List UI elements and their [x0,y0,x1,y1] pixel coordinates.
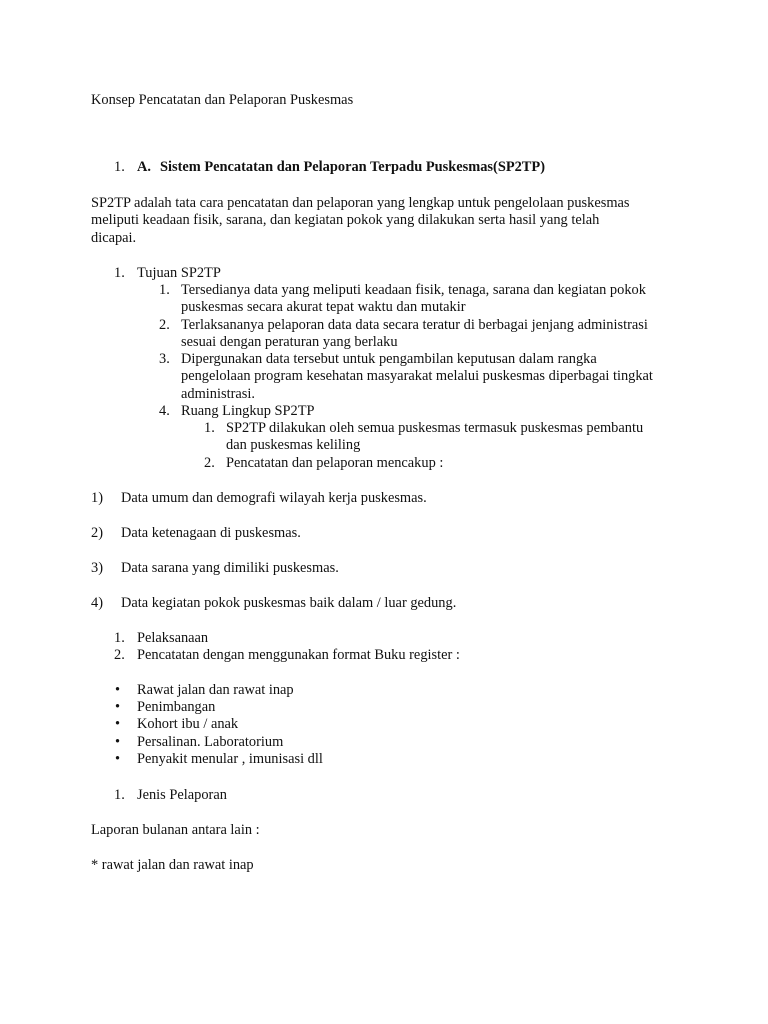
bullet-icon: • [115,751,121,767]
intro-line: dicapai. [91,230,137,246]
cakupan-text: Data ketenagaan di puskesmas. [121,525,301,541]
register-item: Kohort ibu / anak [137,716,239,732]
pelaksanaan-number: 2. [114,647,125,663]
tujuan-item-line: pengelolaan program kesehatan masyarakat melalui puskesmas diperbagai tingkat [181,368,653,384]
cakupan-number: 3) [91,560,103,576]
tujuan-item-line: puskesmas secara akurat tepat waktu dan mutakir [181,299,466,315]
cakupan-text: Data umum dan demografi wilayah kerja puskesmas. [121,490,427,506]
pelaksanaan-text: Pencatatan dengan menggunakan format Buku register : [137,647,460,663]
tujuan-item-line: administrasi. [181,386,255,402]
bullet-icon: • [115,682,121,698]
tujuan-item-line: Terlaksananya pelaporan data data secara teratur di berbagai jenjang administrasi [181,317,648,333]
cakupan-number: 1) [91,490,103,506]
bullet-icon: • [115,716,121,732]
bullet-icon: • [115,734,121,750]
pelaksanaan-text: Pelaksanaan [137,630,209,646]
tujuan-item-number: 4. [159,403,170,419]
ruang-item-number: 2. [204,455,215,471]
register-item: Rawat jalan dan rawat inap [137,682,294,698]
section-a-heading: Sistem Pencatatan dan Pelaporan Terpadu Puskesmas(SP2TP) [160,159,545,175]
jenis-number: 1. [114,787,125,803]
ruang-item-line: dan puskesmas keliling [226,437,361,453]
tujuan-item-number: 2. [159,317,170,333]
tujuan-number: 1. [114,265,125,281]
register-item: Penimbangan [137,699,216,715]
tujuan-item-number: 3. [159,351,170,367]
cakupan-number: 4) [91,595,103,611]
tujuan-item-line: Ruang Lingkup SP2TP [181,403,315,419]
jenis-label: Jenis Pelaporan [137,787,227,803]
ruang-item-line: SP2TP dilakukan oleh semua puskesmas termasuk puskesmas pembantu [226,420,644,436]
laporan-bulanan-text: Laporan bulanan antara lain : [91,822,260,838]
document-title: Konsep Pencatatan dan Pelaporan Puskesmas [91,92,354,108]
intro-line: meliputi keadaan fisik, sarana, dan kegiatan pokok yang dilakukan serta hasil yang telah [91,212,600,228]
section-a-letter: A. [137,159,151,175]
tujuan-item-line: Dipergunakan data tersebut untuk pengambilan keputusan dalam rangka [181,351,597,367]
register-item: Penyakit menular , imunisasi dll [137,751,323,767]
cakupan-number: 2) [91,525,103,541]
rawat-note: * rawat jalan dan rawat inap [91,857,254,873]
bullet-icon: • [115,699,121,715]
ruang-item-number: 1. [204,420,215,436]
cakupan-text: Data kegiatan pokok puskesmas baik dalam / luar gedung. [121,595,457,611]
tujuan-item-line: sesuai dengan peraturan yang berlaku [181,334,398,350]
section-a-number: 1. [114,159,125,175]
cakupan-text: Data sarana yang dimiliki puskesmas. [121,560,339,576]
tujuan-label: Tujuan SP2TP [137,265,221,281]
pelaksanaan-number: 1. [114,630,125,646]
intro-line: SP2TP adalah tata cara pencatatan dan pelaporan yang lengkap untuk pengelolaan puskesmas [91,195,630,211]
tujuan-item-number: 1. [159,282,170,298]
tujuan-item-line: Tersedianya data yang meliputi keadaan fisik, tenaga, sarana dan kegiatan pokok [181,282,646,298]
ruang-item-line: Pencatatan dan pelaporan mencakup : [226,455,444,471]
register-item: Persalinan. Laboratorium [137,734,284,750]
